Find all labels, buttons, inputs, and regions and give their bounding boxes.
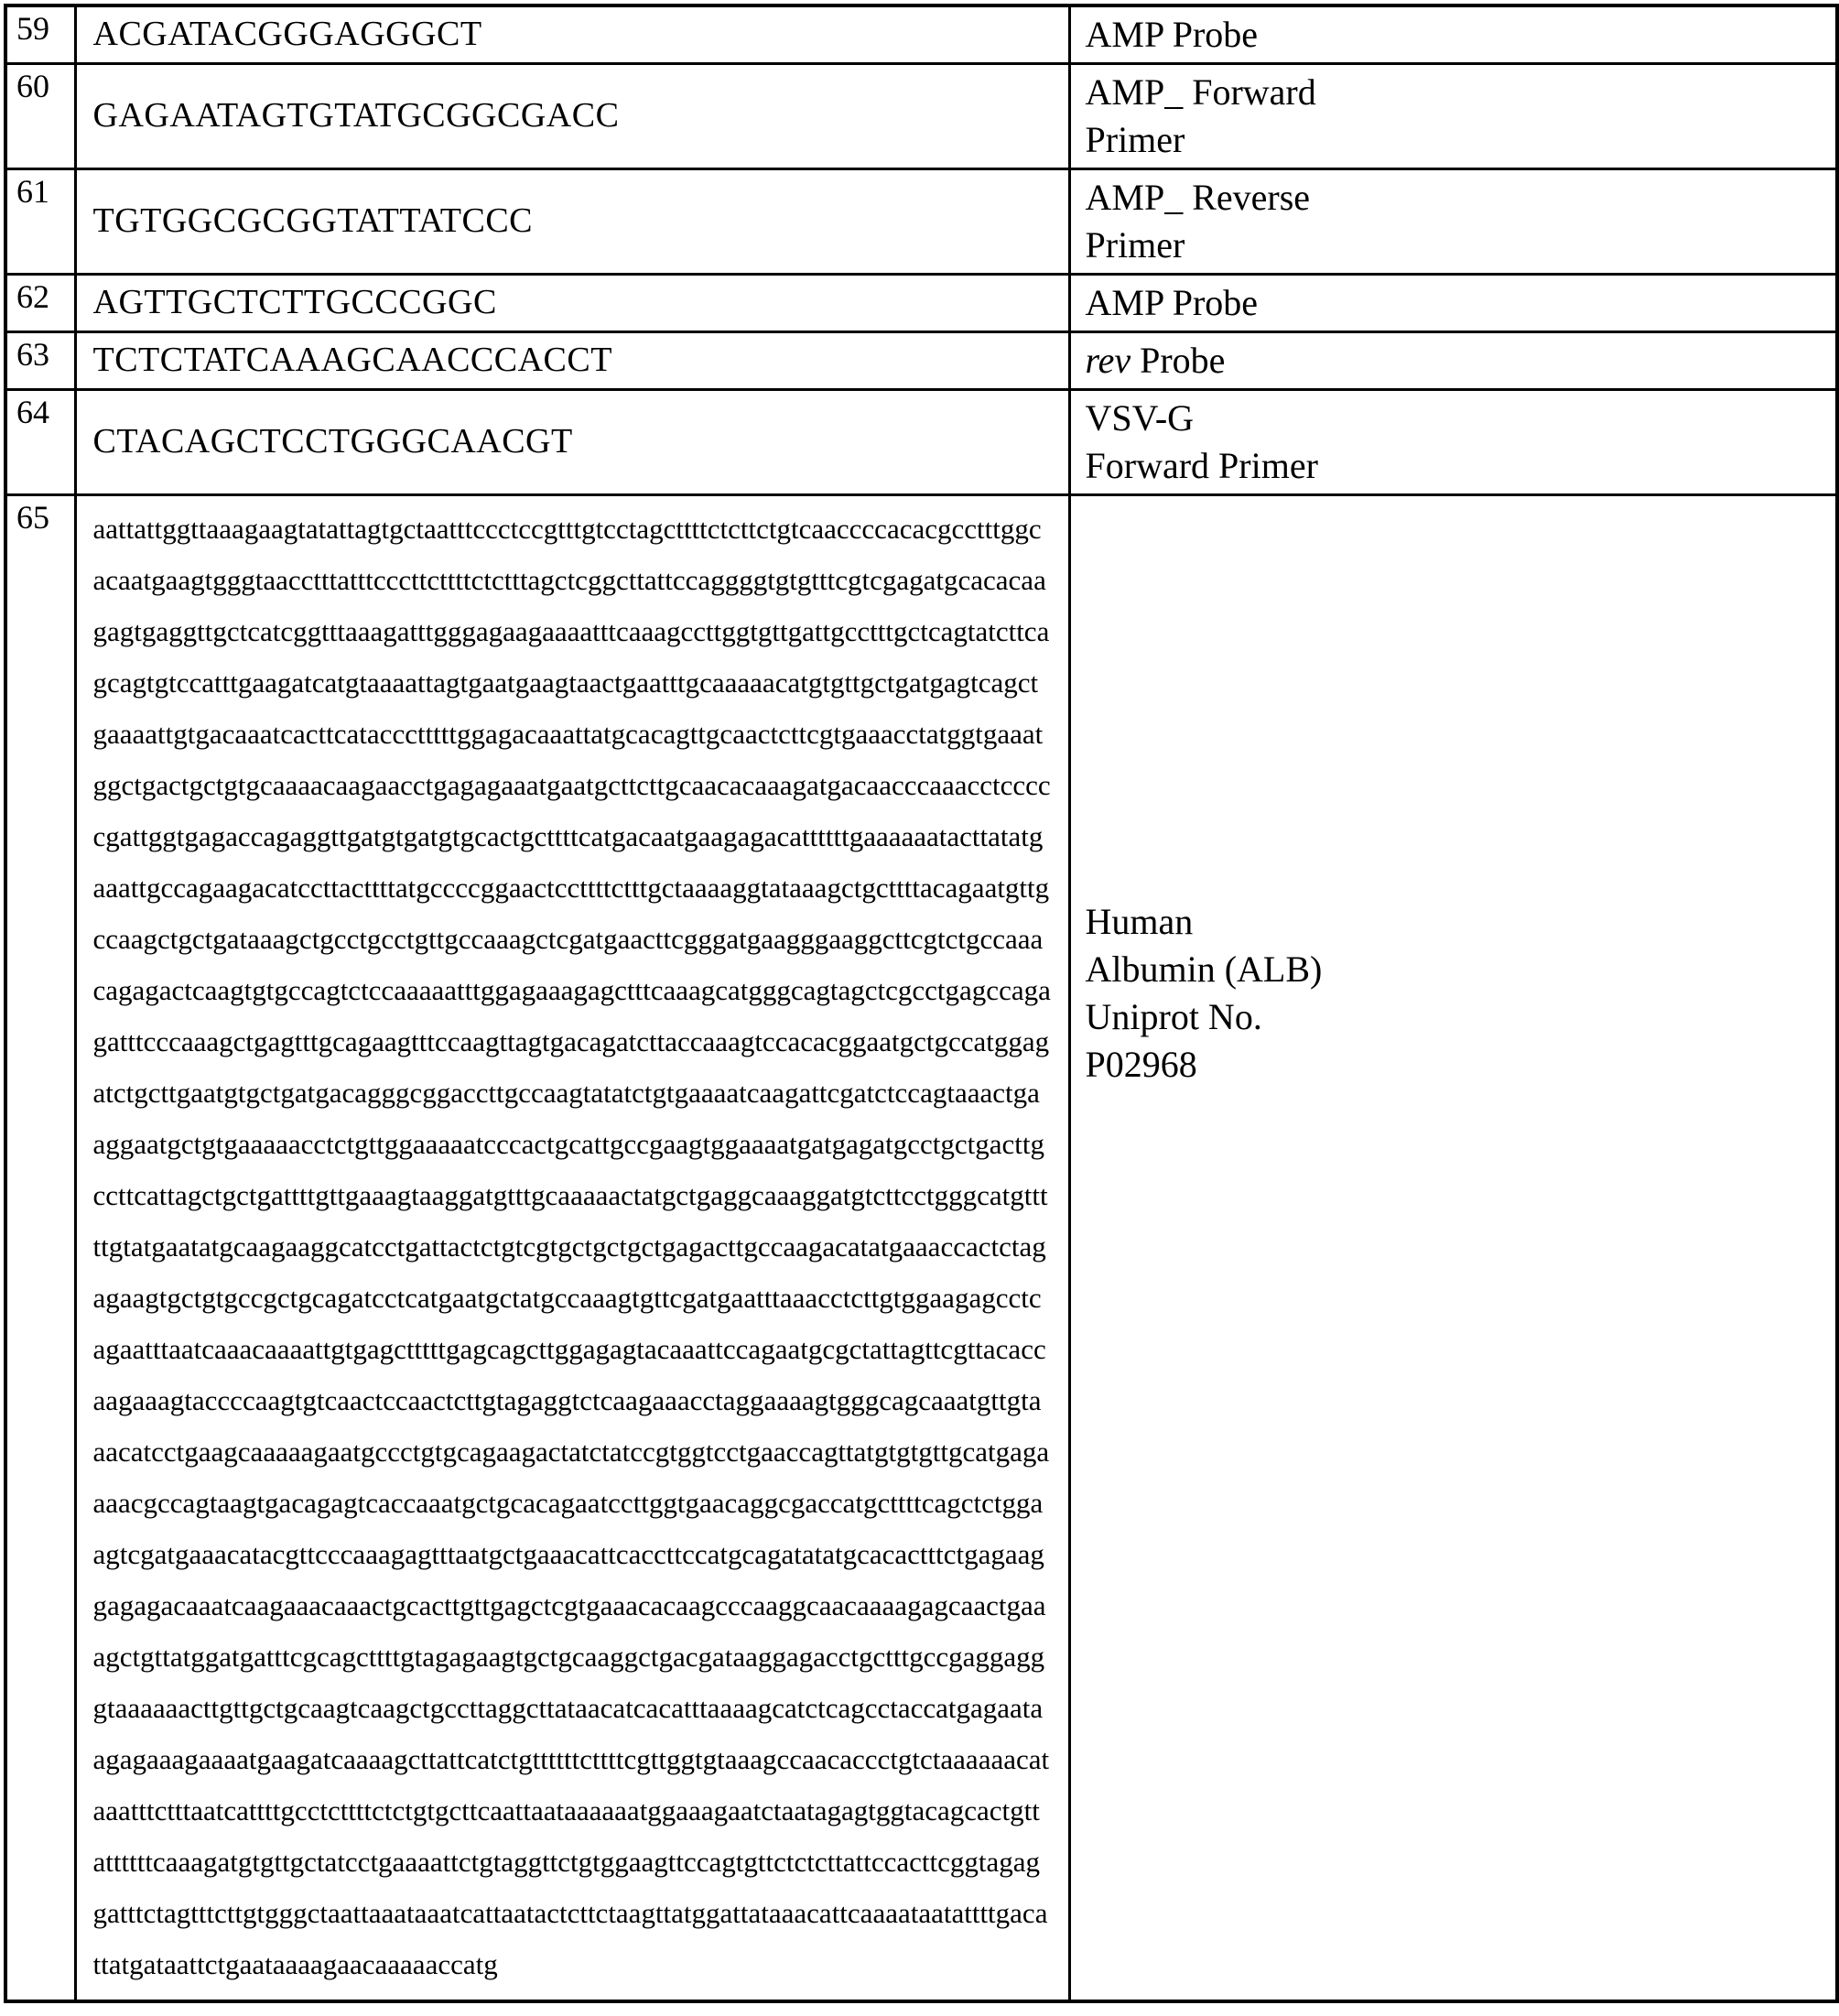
sequence-cell: AGTTGCTCTTGCCCGGC xyxy=(75,275,1069,332)
table-row xyxy=(5,390,1837,495)
description-cell: AMP_ Reverse Primer xyxy=(1069,169,1837,275)
description-cell: AMP Probe xyxy=(1069,275,1837,332)
sequence-cell: aattattggttaaagaagtatattagtgctaatttccctccgtttgtcctagcttttctcttctgtcaaccccacacgcctttggcacaatgaagtgggtaacctttatttcccttcttttctctttagctcggcttattccaggggtgtgtttcgtcgagatgcacacaagagtgaggttgctcatcggtttaaagatttgggagaagaaaatttcaaagccttggtgttgattgcctttgctcagtatcttcagcagtgtccatttgaagatcatgtaaaattagtgaatgaagtaactgaatttgcaaaaacatgtgttgctgatgagtcagctgaaaattgtgacaaatcacttcataccctttttggagacaaattatgcacagttgcaactcttcgtgaaacctatggtgaaatggctgactgctgtgcaaaacaagaacctgagagaaatgaatgcttcttgcaacacaaagatgacaacccaaacctcccccgattggtgagaccagaggttgatgtgatgtgcactgcttttcatgacaatgaagagacattttttgaaaaaatacttatatgaaattgccagaagacatccttacttttatgccccggaactccttttctttgctaaaaggtataaagctgcttttacagaatgttgccaagctgctgataaagctgcctgcctgttgccaaagctcgatgaacttcgggatgaagggaaggcttcgtctgccaaacagagactcaagtgtgccagtctccaaaaatttggagaaagagctttcaaagcatgggcagtagctcgcctgagccagagatttcccaaagctgagtttgcagaagtttccaagttagtgacagatcttaccaaagtccacacggaatgctgccatggagatctgcttgaatgtgctgatgacagggcggaccttgccaagtatatctgtgaaaatcaagattcgatctccagtaaactgaaggaatgctgtgaaaaacctctgttggaaaaatcccactgcattgccgaagtggaaaatgatgagatgcctgctgacttgccttcattagctgctgattttgttgaaagtaaggatgtttgcaaaaactatgctgaggcaaaggatgtcttcctgggcatgtttttgtatgaatatgcaagaaggcatcctgattactctgtcgtgctgctgctgagacttgccaagacatatgaaaccactctagagaagtgctgtgccgctgcagatcctcatgaatgctatgccaaagtgttcgatgaatttaaacctcttgtggaagagcctcagaatttaatcaaacaaaattgtgagctttttgagcagcttggagagtacaaattccagaatgcgctattagttcgttacaccaagaaagtaccccaagtgtcaactccaactcttgtagaggtctcaagaaacctaggaaaagtgggcagcaaatgttgtaaacatcctgaagcaaaaagaatgccctgtgcagaagactatctatccgtggtcctgaaccagttatgtgtgttgcatgagaaaacgccagtaagtgacagagtcaccaaatgctgcacagaatccttggtgaacaggcgaccatgcttttcagctctggaagtcgatgaaacatacgttcccaaagagtttaatgctgaaacattcaccttccatgcagatatatgcacactttctgagaaggagagacaaatcaagaaacaaactgcacttgttgagctcgtgaaacacaagcccaaggcaacaaaagagcaactgaaagctgttatggatgatttcgcagcttttgtagagaagtgctgcaaggctgacgataaggagacctgctttgccgaggagggtaaaaaacttgttgctgcaagtcaagctgccttaggcttataacatcacatttaaaagcatctcagcctaccatgagaataagagaaagaaaatgaagatcaaaagcttattcatctgttttttcttttcgttggtgtaaagccaacaccctgtctaaaaaacataaatttctttaatcattttgcctcttttctctgtgcttcaattaataaaaaatggaaagaatctaatagagtggtacagcactgttattttttcaaagatgtgttgctatcctgaaaattctgtaggttctgtggaagttccagtgttctctcttattccacttcggtagaggatttctagtttcttgtgggctaattaaataaatcattaatactcttctaagttatggattataaacattcaaaataatattttgacattatgataattctgaataaaagaacaaaaaccatg xyxy=(75,495,1069,2002)
description-text: Probe xyxy=(1130,340,1226,381)
row-number-cell: 60 xyxy=(5,64,75,169)
description-cell xyxy=(1069,332,1837,390)
table-row xyxy=(5,5,1837,64)
description-cell: AMP_ Forward Primer xyxy=(1069,64,1837,169)
row-number-cell: 64 xyxy=(5,390,75,495)
table-row xyxy=(5,275,1837,332)
sequence-cell: CTACAGCTCCTGGGCAACGT xyxy=(75,390,1069,495)
row-number-cell: 61 xyxy=(5,169,75,275)
sequence-cell: ACGATACGGGAGGGCT xyxy=(75,5,1069,64)
sequence-cell: TGTGGCGCGGTATTATCCC xyxy=(75,169,1069,275)
table-row xyxy=(5,495,1837,2002)
description-cell: AMP Probe xyxy=(1069,5,1837,64)
row-number-cell: 59 xyxy=(5,5,75,64)
row-number-cell: 63 xyxy=(5,332,75,390)
description-cell: VSV-G Forward Primer xyxy=(1069,390,1837,495)
table-row xyxy=(5,332,1837,390)
row-number-cell: 65 xyxy=(5,495,75,2002)
table-row xyxy=(5,169,1837,275)
description-italic-text: rev xyxy=(1085,340,1131,381)
table-row xyxy=(5,64,1837,169)
row-number-cell: 62 xyxy=(5,275,75,332)
sequence-cell: GAGAATAGTGTATGCGGCGACC xyxy=(75,64,1069,169)
description-cell: Human Albumin (ALB) Uniprot No. P02968 xyxy=(1069,495,1837,2002)
sequence-listing-table xyxy=(4,4,1839,2003)
sequence-cell: TCTCTATCAAAGCAACCCACCT xyxy=(75,332,1069,390)
